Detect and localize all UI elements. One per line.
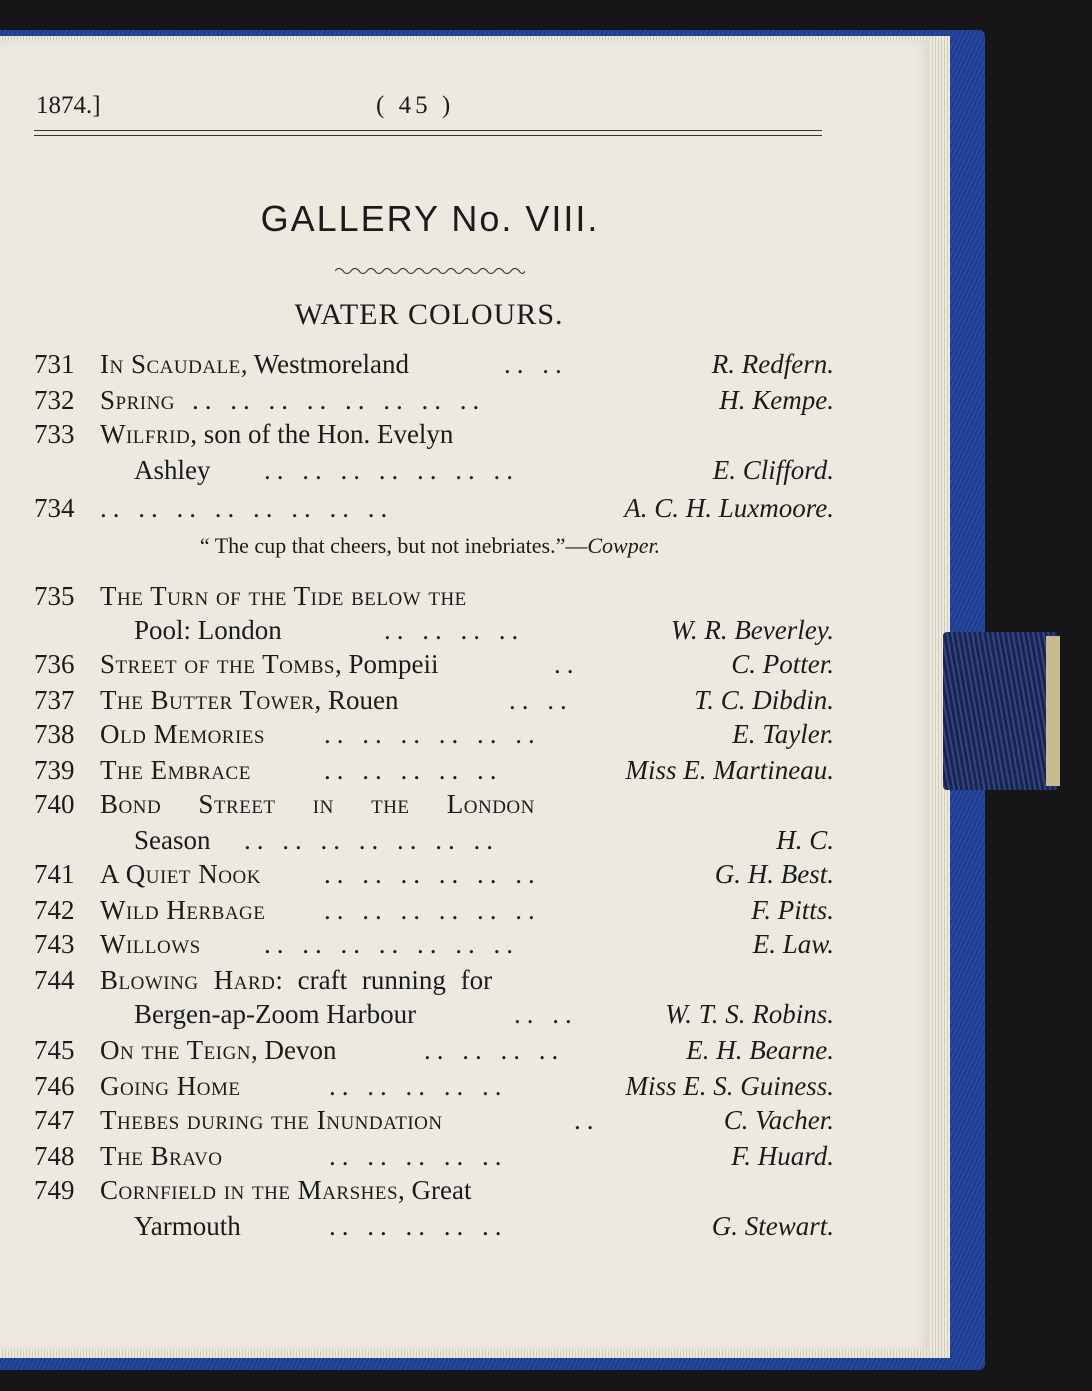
entry-title: A Quiet Nook	[100, 859, 261, 889]
entry-number: 739	[34, 755, 75, 785]
entry-title-continuation: Season	[134, 825, 211, 855]
entry-number: 732	[34, 385, 75, 415]
entry-title: Willows	[100, 929, 201, 959]
entry-738	[34, 716, 834, 752]
entry-artist: W. T. S. Robins.	[665, 999, 834, 1029]
entry-number: 746	[34, 1071, 75, 1101]
header-rule-top	[34, 130, 822, 131]
entry-number: 735	[34, 581, 75, 611]
entry-artist: T. C. Dibdin.	[694, 685, 834, 715]
entry-735-continuation	[34, 612, 834, 648]
entry-artist: C. Vacher.	[723, 1105, 834, 1135]
leader-dots: .. .. .. ..	[424, 1035, 565, 1065]
entry-artist: C. Potter.	[731, 649, 834, 679]
entry-740	[34, 786, 834, 822]
entry-number: 740	[34, 789, 75, 819]
leader-dots: ..	[574, 1105, 600, 1135]
entry-title: On the Teign, Devon	[100, 1035, 337, 1065]
entry-number: 744	[34, 965, 75, 995]
leader-dots: .. .. .. .. ..	[329, 1071, 508, 1101]
entry-title-continuation: Bergen-ap-Zoom Harbour	[134, 999, 417, 1029]
entry-number: 741	[34, 859, 75, 889]
entry-title: Bond Street in the London	[100, 789, 535, 819]
entry-title-continuation: Yarmouth	[134, 1211, 241, 1241]
running-head	[36, 92, 822, 126]
entry-number: 733	[34, 419, 75, 449]
leader-dots: .. .. .. .. ..	[329, 1141, 508, 1171]
leader-dots: .. .. .. ..	[384, 615, 525, 645]
entry-741	[34, 856, 834, 892]
entry-title: Old Memories	[100, 719, 265, 749]
entry-artist: H. C.	[776, 825, 834, 855]
entry-artist: E. Law.	[752, 929, 834, 959]
entry-733	[34, 416, 834, 452]
entry-title: The Embrace	[100, 755, 251, 785]
entry-number: 737	[34, 685, 75, 715]
entry-733-continuation	[34, 452, 834, 488]
leader-dots: .. .. .. .. .. .. ..	[264, 929, 519, 959]
leader-dots: .. .. .. .. .. .. ..	[244, 825, 499, 855]
entry-title: Wild Herbage	[100, 895, 266, 925]
entry-number: 743	[34, 929, 75, 959]
entry-title: Going Home	[100, 1071, 241, 1101]
entry-artist: Miss E. S. Guiness.	[625, 1071, 834, 1101]
entry-732	[34, 382, 834, 418]
entry-743	[34, 926, 834, 962]
entry-artist: G. H. Best.	[714, 859, 834, 889]
entry-number: 742	[34, 895, 75, 925]
section-title: WATER COLOURS.	[294, 298, 564, 331]
leader-dots: .. .. .. .. .. ..	[324, 859, 541, 889]
entry-736	[34, 646, 834, 682]
entry-title: Spring	[100, 385, 176, 415]
leader-dots: .. .. .. .. .. .. .. ..	[192, 385, 486, 415]
entry-artist: W. R. Beverley.	[670, 615, 834, 645]
entry-749-continuation	[34, 1208, 834, 1244]
entry-title-continuation: Ashley	[134, 455, 211, 485]
entry-number: 731	[34, 349, 75, 379]
entry-artist: G. Stewart.	[711, 1211, 834, 1241]
leader-dots: ..	[554, 649, 580, 679]
leader-dots: .. ..	[504, 349, 568, 379]
entry-artist: E. H. Bearne.	[686, 1035, 834, 1065]
entry-744	[34, 962, 834, 998]
entry-749	[34, 1172, 834, 1208]
entry-737	[34, 682, 834, 718]
leader-dots: .. .. .. .. .. ..	[324, 895, 541, 925]
entry-731	[34, 346, 834, 382]
leader-dots: .. .. .. .. .. ..	[324, 719, 541, 749]
entry-artist: A. C. H. Luxmoore.	[624, 493, 834, 523]
entry-number: 738	[34, 719, 75, 749]
clasp-end	[1046, 636, 1060, 786]
header-rule-bottom	[34, 135, 822, 136]
entry-title: The Bravo	[100, 1141, 223, 1171]
entry-number: 734	[34, 493, 75, 523]
entry-742	[34, 892, 834, 928]
entry-735	[34, 578, 834, 614]
entry-title: Cornfield in the Marshes, Great	[100, 1175, 472, 1205]
entry-artist: Miss E. Martineau.	[625, 755, 834, 785]
entry-artist: F. Pitts.	[751, 895, 834, 925]
entry-number: 736	[34, 649, 75, 679]
leader-dots: .. .. .. .. .. .. .. ..	[100, 493, 394, 523]
entry-title-continuation: Pool: London	[134, 615, 282, 645]
entry-artist: F. Huard.	[731, 1141, 834, 1171]
wavy-ornament-icon	[335, 264, 525, 278]
entry-title: The Butter Tower, Rouen	[100, 685, 399, 715]
entry-title: In Scaudale, Westmoreland	[100, 349, 410, 379]
page-number: ( 45 )	[376, 92, 455, 119]
entry-734-quote: “ The cup that cheers, but not inebriates.”—Cowper.	[199, 533, 661, 558]
entry-number: 747	[34, 1105, 75, 1135]
entry-747	[34, 1102, 834, 1138]
entry-739	[34, 752, 834, 788]
gallery-title: GALLERY No. VIII.	[260, 198, 600, 239]
leader-dots: .. .. .. .. .. .. ..	[264, 455, 519, 485]
entry-744-continuation	[34, 996, 834, 1032]
entry-title: Wilfrid, son of the Hon. Evelyn	[100, 419, 454, 449]
entry-number: 745	[34, 1035, 75, 1065]
entry-734	[34, 490, 834, 526]
header-year: 1874.]	[36, 92, 101, 119]
leader-dots: .. ..	[509, 685, 573, 715]
entry-title: Street of the Tombs, Pompeii	[100, 649, 439, 679]
entry-number: 748	[34, 1141, 75, 1171]
entry-746	[34, 1068, 834, 1104]
entry-artist: H. Kempe.	[719, 385, 834, 415]
book-clasp	[943, 632, 1058, 790]
entry-artist: R. Redfern.	[711, 349, 834, 379]
entry-title: Thebes during the Inundation	[100, 1105, 443, 1135]
entry-740-continuation	[34, 822, 834, 858]
entry-title: Blowing Hard: craft running for	[100, 965, 493, 995]
leader-dots: .. .. .. .. ..	[329, 1211, 508, 1241]
entry-748	[34, 1138, 834, 1174]
entry-artist: E. Tayler.	[732, 719, 834, 749]
entry-artist: E. Clifford.	[712, 455, 834, 485]
leader-dots: .. ..	[514, 999, 578, 1029]
entry-745	[34, 1032, 834, 1068]
leader-dots: .. .. .. .. ..	[324, 755, 503, 785]
entry-number: 749	[34, 1175, 75, 1205]
entry-title: The Turn of the Tide below the	[100, 581, 467, 611]
